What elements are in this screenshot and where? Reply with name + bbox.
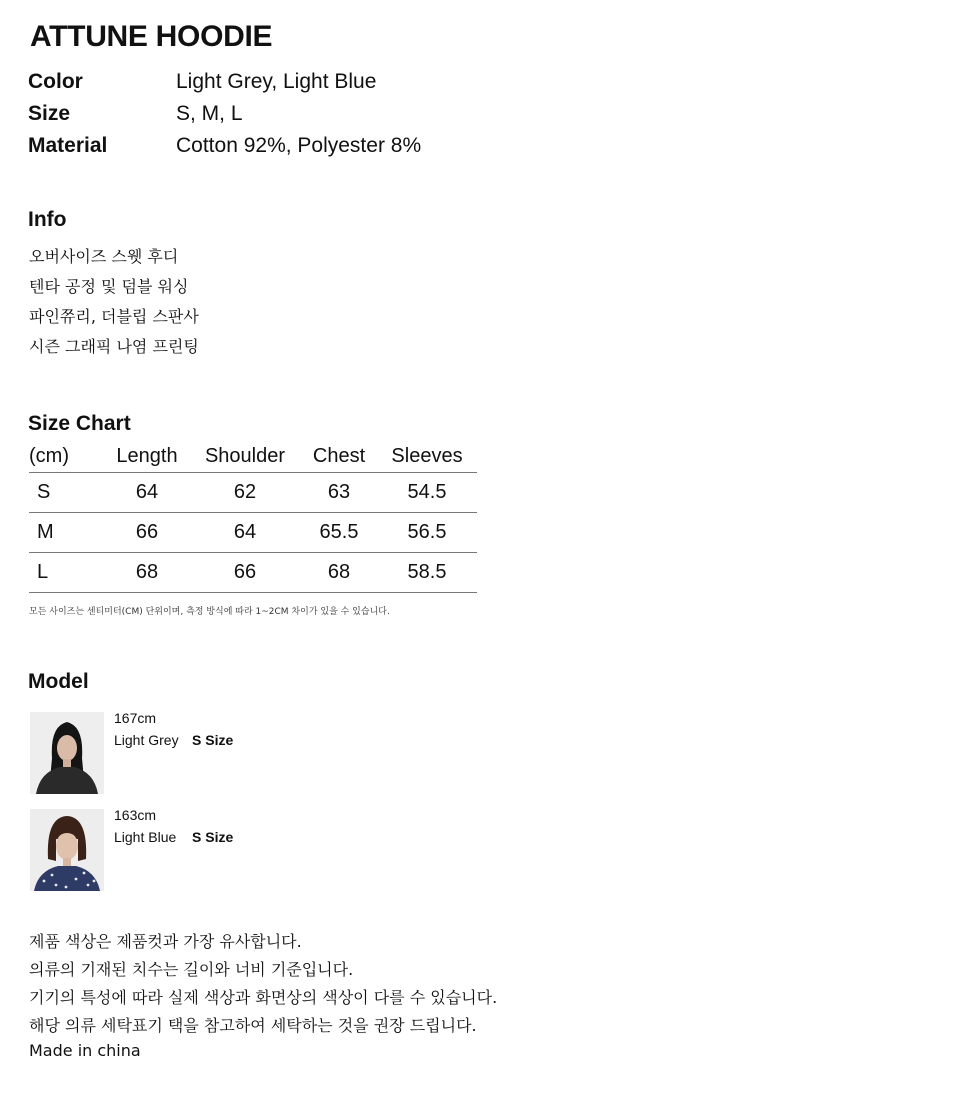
model-size: S Size [192,732,234,748]
model-heading: Model [28,670,89,693]
spec-label: Size [28,102,71,125]
size-chart-heading: Size Chart [28,412,131,435]
size-chart-note: 모든 사이즈는 센티미터(CM) 단위이며, 측정 방식에 따라 1~2CM 차이가 있을 수 있습니다. [29,607,390,617]
size-chart-table [29,440,477,593]
table-header-row [29,440,477,473]
table-cell: 66 [105,513,189,553]
footer-line: 제품 색상은 제품컷과 가장 유사합니다. [29,932,302,951]
spec-label: Material [28,134,108,157]
table-cell: 65.5 [301,513,377,553]
spec-value: Light Grey, Light Blue [176,70,377,93]
table-cell: 56.5 [377,513,477,553]
info-line: 오버사이즈 스웻 후디 [29,247,179,266]
table-cell: 66 [189,553,301,593]
model-photo [30,809,104,891]
table-cell: 54.5 [377,473,477,513]
table-cell: 62 [189,473,301,513]
table-cell: L [29,553,105,593]
footer-line: Made in china [29,1041,141,1060]
table-row [29,473,477,513]
model-photo [30,712,104,794]
model-color: Light Grey [114,732,179,748]
table-cell: S [29,473,105,513]
table-header-cell: Shoulder [189,440,301,473]
spec-value: S, M, L [176,102,243,125]
table-row [29,553,477,593]
table-cell: 58.5 [377,553,477,593]
product-title: ATTUNE HOODIE [30,20,273,53]
table-row [29,513,477,553]
footer-line: 해당 의류 세탁표기 택을 참고하여 세탁하는 것을 권장 드립니다. [29,1016,477,1035]
table-cell: 63 [301,473,377,513]
model-height: 167cm [114,710,157,726]
table-cell: 68 [105,553,189,593]
table-header-cell: Sleeves [377,440,477,473]
model-portrait-image [30,809,104,891]
table-cell: 64 [189,513,301,553]
model-portrait-image [30,712,104,794]
model-size: S Size [192,829,234,845]
info-line: 파인쮸리, 더블립 스판사 [29,307,199,326]
footer-line: 의류의 기재된 치수는 길이와 너비 기준입니다. [29,960,354,979]
table-header-cell: (cm) [29,440,105,473]
info-line: 텐타 공정 및 덤블 워싱 [29,277,189,296]
info-line: 시즌 그래픽 나염 프린팅 [29,337,199,356]
table-cell: 64 [105,473,189,513]
spec-label: Color [28,70,83,93]
table-cell: 68 [301,553,377,593]
table-header-cell: Chest [301,440,377,473]
info-heading: Info [28,208,67,231]
spec-value: Cotton 92%, Polyester 8% [176,134,422,157]
footer-line: 기기의 특성에 따라 실제 색상과 화면상의 색상이 다를 수 있습니다. [29,988,498,1007]
table-cell: M [29,513,105,553]
model-color: Light Blue [114,829,177,845]
table-header-cell: Length [105,440,189,473]
model-height: 163cm [114,807,157,823]
